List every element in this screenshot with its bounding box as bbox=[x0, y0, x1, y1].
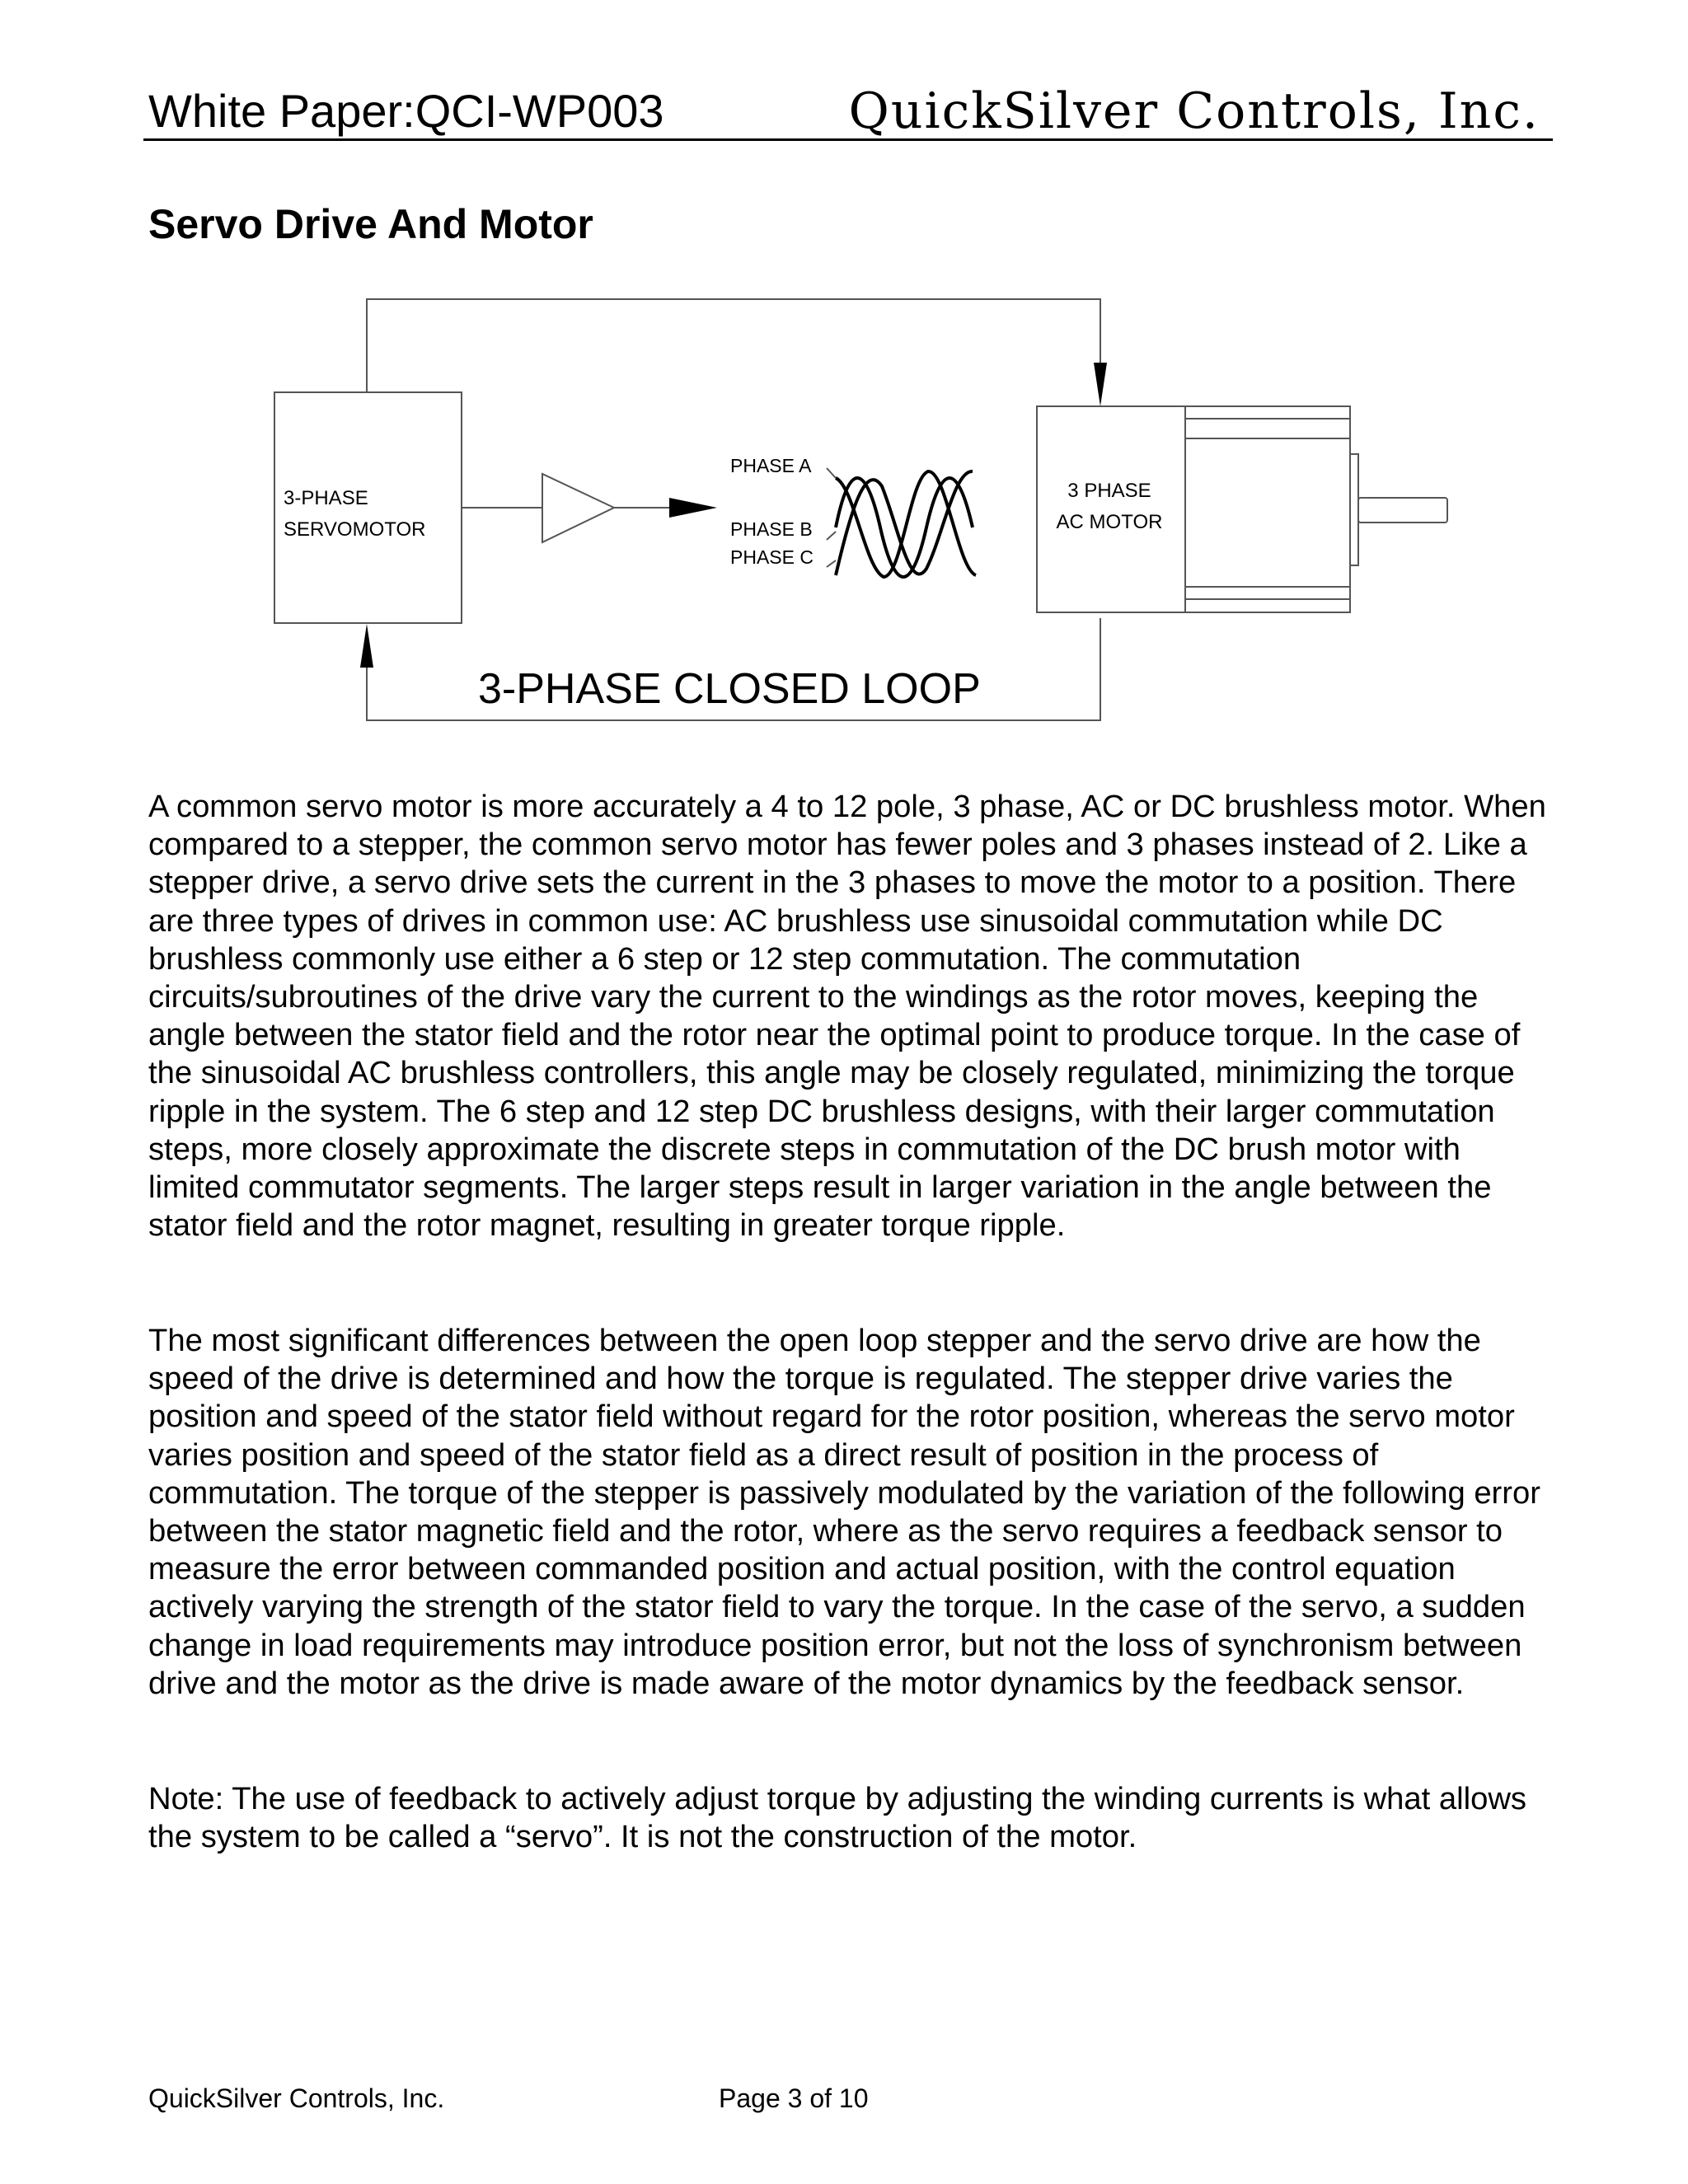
amplifier-triangle bbox=[542, 474, 614, 542]
paragraph-servo-overview: A common servo motor is more accurately a 4 to 12 pole, 3 phase, AC or DC brushless motor. When compared to a stepper, the common servo motor has fewer poles and 3 phases instead of 2. Like a stepper drive, a servo drive sets the current in the 3 phases to move the motor to a position. There are three types of drives in common use: AC brushless use sinusoidal commutation while DC brushless commonly use either a 6 step or 12 step commutation. The commutation circuits/subroutines of the drive vary the current to the windings as the rotor moves, keeping the angle between the stator field and the rotor near the optimal point to produce torque. In the case of the sinusoidal AC brushless controllers, this angle may be closely regulated, minimizing the torque ripple in the system. The 6 step and 12 step DC brushless designs, with their larger commutation steps, more closely approximate the discrete steps in commutation of the DC brush motor with limited commutator segments. The larger steps result in larger variation in the angle between the stator field and the rotor magnet, resulting in greater torque ripple. bbox=[148, 789, 1546, 1244]
motor-flange bbox=[1350, 454, 1358, 565]
top-loop-line bbox=[367, 299, 1100, 391]
phase-c-label: PHASE C bbox=[730, 546, 814, 568]
servomotor-label-line2: SERVOMOTOR bbox=[284, 518, 426, 541]
servomotor-label-line1: 3-PHASE bbox=[284, 487, 368, 509]
phase-b-leader bbox=[827, 532, 836, 540]
loop-caption: 3-PHASE CLOSED LOOP bbox=[478, 665, 981, 713]
phase-c-leader bbox=[827, 560, 836, 567]
motor-label-line2: AC MOTOR bbox=[1056, 511, 1163, 533]
footer-company: QuickSilver Controls, Inc. bbox=[148, 2083, 445, 2113]
paragraph-note: Note: The use of feedback to actively adjust torque by adjusting the winding currents is what allows the system to be called a “servo”. It is not the construction of the motor. bbox=[148, 1781, 1526, 1855]
footer-page-number: Page 3 of 10 bbox=[719, 2083, 869, 2113]
arrow-down-into-motor bbox=[1094, 363, 1107, 406]
motor-housing bbox=[1185, 406, 1350, 612]
closed-loop-diagram bbox=[0, 0, 1688, 742]
phase-a-label: PHASE A bbox=[730, 455, 812, 476]
motor-shaft bbox=[1358, 498, 1447, 523]
arrow-into-waves bbox=[669, 498, 717, 518]
phase-b-label: PHASE B bbox=[730, 518, 813, 540]
phase-waveforms bbox=[836, 471, 976, 577]
header-doc-id: White Paper:QCI-WP003 bbox=[148, 85, 664, 137]
paragraph-stepper-vs-servo: The most significant differences between the open loop stepper and the servo drive are how the speed of the drive is determined and how the torque is regulated. The stepper drive varies the position and speed of the stator field without regard for the rotor position, whereas the servo motor varies position and speed of the stator field as a direct result of position in the process of commutation. The torque of the stepper is passively modulated by the variation of the following error between the stator magnetic field and the rotor, where as the servo requires a feedback sensor to measure the error between commanded position and actual position, with the control equation actively varying the strength of the stator field to vary the torque. In the case of the servo, a sudden change in load requirements may introduce position error, but not the loss of synchronism between drive and the motor as the drive is made aware of the motor dynamics by the feedback sensor. bbox=[148, 1323, 1540, 1701]
header-company: QuickSilver Controls, Inc. bbox=[848, 82, 1540, 140]
section-title: Servo Drive And Motor bbox=[148, 201, 593, 247]
phase-a-leader bbox=[827, 468, 836, 478]
arrow-up-into-servo bbox=[360, 624, 373, 668]
motor-label-line1: 3 PHASE bbox=[1067, 480, 1151, 502]
phase-c-wave bbox=[836, 471, 976, 577]
motor-drive-box bbox=[1037, 406, 1185, 612]
